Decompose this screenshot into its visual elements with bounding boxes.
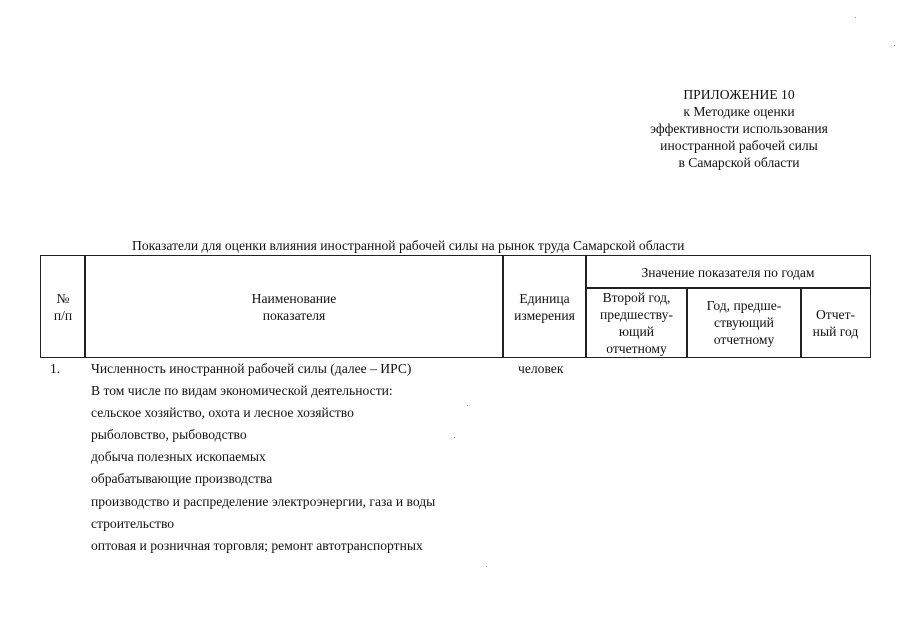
header-group-text (585, 255, 871, 289)
scan-speck (894, 45, 895, 46)
header-report-text (800, 287, 871, 358)
row-name: рыболовство, рыбоводство (91, 427, 247, 442)
row-name: В том числе по видам экономической деятельности: (91, 383, 393, 398)
header-year1-text (686, 287, 802, 358)
header-unit-line: Единица (519, 290, 570, 306)
header-year2-line: Второй год, (602, 289, 671, 305)
header-num-text (40, 255, 86, 358)
header-report-line: ный год (812, 323, 859, 339)
appendix-line: в Самарской области (678, 155, 800, 170)
header-year2-line: ющий (618, 323, 655, 339)
row-name: Численность иностранной рабочей силы (далее – ИРС) (91, 361, 412, 376)
row-unit: человек (518, 361, 564, 376)
row-number: 1. (50, 361, 61, 376)
appendix-line: эффективности использования (650, 121, 828, 136)
header-name-line: показателя (262, 307, 326, 323)
header-year2-line: отчетному (606, 340, 667, 356)
appendix-block (615, 86, 863, 171)
header-num-line: № (56, 290, 70, 306)
appendix-line: к Методике оценки (683, 104, 795, 119)
header-year2-line: предшеству- (600, 306, 673, 322)
header-unit-line: измерения (514, 307, 575, 323)
header-year1-line: отчетному (713, 332, 775, 347)
header-year2-text (585, 287, 688, 358)
row-name: сельское хозяйство, охота и лесное хозяйство (91, 405, 354, 420)
header-year1-line: Год, предше- (706, 298, 782, 313)
header-unit-text (502, 255, 587, 358)
appendix-line: иностранной рабочей силы (660, 138, 818, 153)
row-name: производство и распределение электроэнергии, газа и воды (91, 494, 436, 509)
header-report-line: Отчет- (815, 306, 856, 322)
scan-speck (486, 566, 487, 567)
row-name: добыча полезных ископаемых (91, 449, 266, 464)
header-name-line: Наименование (251, 290, 337, 306)
scan-speck (454, 437, 455, 438)
header-num-line: п/п (53, 307, 73, 323)
row-name: строительство (91, 516, 175, 531)
scan-speck (855, 17, 856, 18)
appendix-line: ПРИЛОЖЕНИЕ 10 (683, 87, 795, 102)
table-title: Показатели для оценки влияния иностранной рабочей силы на рынок труда Самарской области (132, 238, 685, 253)
row-name: оптовая и розничная торговля; ремонт автотранспортных (91, 538, 423, 553)
scan-speck (467, 405, 468, 406)
header-group-line: Значение показателя по годам (641, 264, 815, 280)
header-year1-line: ствующий (714, 315, 774, 330)
row-name: обрабатывающие производства (91, 471, 273, 486)
header-name-text (84, 255, 504, 358)
